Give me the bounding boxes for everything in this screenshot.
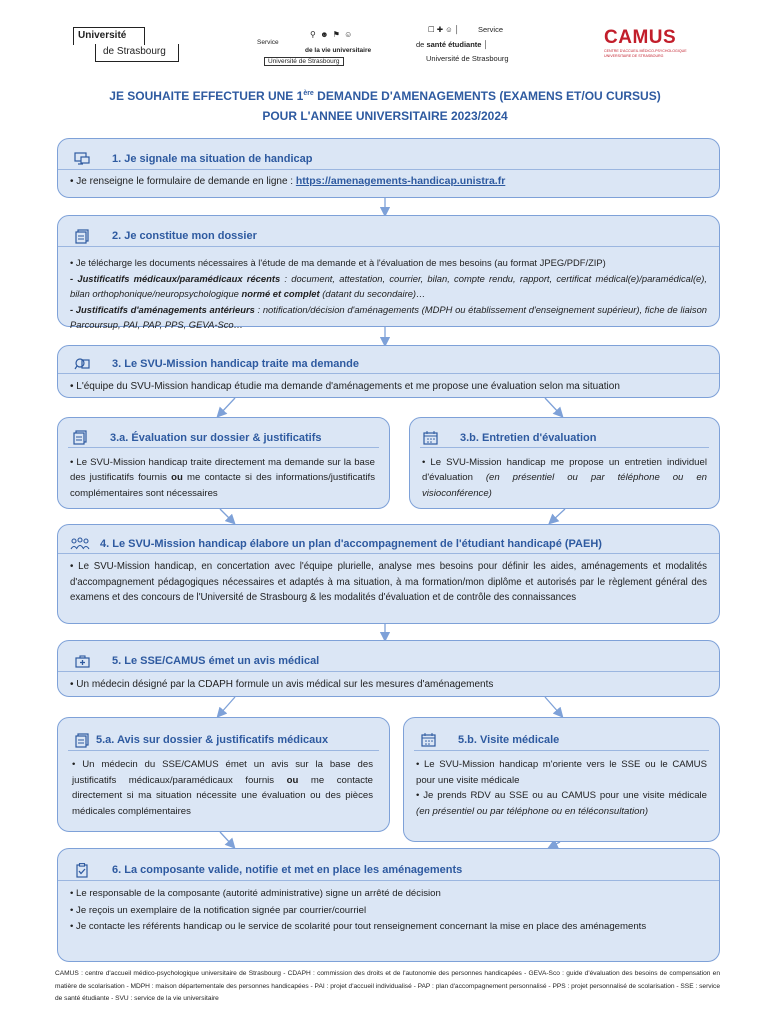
arrow-3a-4: [220, 509, 232, 521]
step-6-item: • Le responsable de la composante (autorité administrative) signe un arrêté de décision: [70, 888, 441, 899]
sse-logo-sante: de santé étudiante │: [416, 40, 489, 49]
arrow-3-3b: [545, 398, 560, 414]
svu-logo-service: Service: [257, 39, 279, 46]
step-2-body: [58, 247, 719, 333]
svu-logo-vie: de la vie universitaire: [305, 47, 372, 54]
step-6-item: • Je reçois un exemplaire de la notification signée par courrier/courriel: [70, 904, 367, 916]
sse-logo: [416, 23, 516, 63]
step-5b-card: [403, 717, 720, 842]
svu-logo-icons: ⚲ ☻ ⚑ ☺: [310, 30, 354, 39]
step-2-intro: • Je télécharge les documents nécessaires à l'étude de ma demande et à l'évaluation de mes besoins (au format JPEG/PDF/ZIP): [70, 257, 606, 268]
camus-logo-sub: CENTRE D'ACCUEIL MÉDICO-PSYCHOLOGIQUE UNIVERSITAIRE DE STRASBOURG: [604, 49, 687, 58]
step-5-header: [58, 641, 719, 671]
sse-logo-service: Service: [478, 25, 504, 34]
unistra-logo-line2: de Strasbourg: [95, 44, 179, 62]
step-3b-title: 3.b. Entretien d'évaluation: [460, 431, 597, 444]
request-form-link[interactable]: https://amenagements-handicap.unistra.fr: [295, 175, 506, 187]
step-5a-card: [57, 717, 390, 832]
calendar-icon: [420, 431, 440, 445]
step-1-header: [58, 139, 719, 169]
step-3b-card: [409, 417, 720, 509]
medical-kit-icon: [72, 655, 92, 668]
step-6-card: [57, 848, 720, 962]
step-4-header: [58, 525, 719, 553]
step-6-header: [58, 849, 719, 880]
step-5b-body: [404, 751, 719, 819]
step-1-body: • Je renseigne le formulaire de demande en ligne : https://amenagements-handicap.unistra.fr: [70, 175, 506, 187]
svu-logo-univ: Université de Strasbourg: [264, 57, 344, 66]
step-3b-header: [410, 418, 719, 447]
people-icon: [70, 537, 90, 551]
sse-logo-icons: ☐ ✚ ☺ │: [428, 25, 460, 34]
page-title-line2: POUR L'ANNEE UNIVERSITAIRE 2023/2024: [262, 109, 508, 123]
step-3a-header: [58, 418, 389, 447]
step-2-previous: - Justificatifs d'aménagements antérieurs : notification/décision d'aménagements (MDPH ou établissement d'enseignement supérieur), fiche de liaison Parcoursup, PAI, PAP, PPS, GEVA-Sco…: [70, 303, 707, 330]
arrow-5a-6: [220, 832, 232, 845]
step-3-card: [57, 345, 720, 398]
page-title: [0, 84, 770, 126]
step-5a-body: • Un médecin du SSE/CAMUS émet un avis sur la base des justificatifs médicaux/paramédicaux fournis ou me contacte directement si ma situation nécessite une évaluation ou des pièces médicales complémentaires: [72, 759, 373, 817]
step-5b-header: [404, 718, 719, 750]
step-6-body: [58, 881, 719, 936]
arrow-5-5b: [545, 697, 560, 714]
step-2-title: 2. Je constitue mon dossier: [112, 230, 257, 242]
page-title-line1: JE SOUHAITE EFFECTUER UNE 1ère DEMANDE D'AMENAGEMENTS (EXAMENS ET/OU CURSUS): [109, 89, 661, 103]
step-1-card: [57, 138, 720, 198]
calendar-icon: [418, 733, 438, 747]
abbreviations-footer: CAMUS : centre d'accueil médico-psychologique universitaire de Strasbourg - CDAPH : commission des droits et de l'autonomie des personnes handicapées - GEVA-Sco : guide d'évaluation des besoins de compensation en matière de scolarisation - MDPH : maison départementale des personnes handicapées - PAI : projet d'accueil individualisé - PAP : plan d'accompagnement personnalisé - PPS : projet personnalisé de scolarisation - SSE : service de santé étudiante - SVU : service de la vie universitaire: [55, 970, 720, 1002]
step-3-header: [58, 346, 719, 373]
step-6-item: • Je contacte les référents handicap ou le service de scolarité pour tout renseignement concernant la mise en place des aménagements: [70, 921, 647, 932]
step-5a-title: 5.a. Avis sur dossier & justificatifs médicaux: [96, 734, 329, 746]
documents-icon: [72, 229, 92, 244]
step-5a-header: [58, 718, 389, 750]
step-5-card: [57, 640, 720, 697]
documents-icon: [70, 430, 90, 445]
unistra-logo-line1: Université: [73, 27, 145, 45]
step-3-body: • L'équipe du SVU-Mission handicap étudie ma demande d'aménagements et me propose une évaluation selon ma situation: [70, 381, 620, 392]
arrow-5-5a: [220, 697, 235, 714]
step-2-header: [58, 216, 719, 246]
camus-logo-name: CAMUS: [604, 27, 677, 48]
step-3b-body: • Le SVU-Mission handicap me propose un entretien individuel d'évaluation (en présentiel ou par téléphone ou en visioconférence): [422, 457, 708, 499]
documents-icon: [72, 733, 92, 748]
step-2-card: [57, 215, 720, 330]
arrow-3-3a: [220, 398, 235, 414]
clipboard-check-icon: [72, 863, 92, 878]
step-3a-body: • Le SVU-Mission handicap traite directement ma demande sur la base des justificatifs fournis ou me contacte si des informations/justificatifs complémentaires sont nécessaires: [70, 457, 375, 499]
unistra-logo: [73, 27, 179, 63]
step-5b-title: 5.b. Visite médicale: [458, 734, 560, 746]
svu-logo: [254, 30, 372, 70]
step-5-body: • Un médecin désigné par la CDAPH formule un avis médical sur les mesures d'aménagements: [70, 679, 494, 690]
step-4-card: [57, 524, 720, 624]
arrow-5b-6: [552, 842, 560, 846]
camus-logo: [604, 28, 700, 62]
step-3a-title: 3.a. Évaluation sur dossier & justificatifs: [110, 431, 322, 444]
step-4-title: 4. Le SVU-Mission handicap élabore un plan d'accompagnement de l'étudiant handicapé (PAEH): [100, 537, 602, 550]
search-chat-icon: [72, 357, 92, 371]
arrow-3b-4: [552, 509, 565, 521]
step-5b-item-1: • Le SVU-Mission handicap m'oriente vers le SSE ou le CAMUS pour une visite médicale: [416, 759, 707, 786]
step-5-title: 5. Le SSE/CAMUS émet un avis médical: [112, 655, 320, 667]
step-4-body: • Le SVU-Mission handicap, en concertation avec l'équipe plurielle, analyse mes besoins pour définir les aides, aménagements et modalités d'accompagnement pédagogiques nécessaires et adaptés à ma situation, à ma formation/mon diplôme et autorisés par le règlement général des examens et des concours de l'Université de Strasbourg & les modalités d'évaluation et de contrôle des connaissances: [70, 561, 707, 604]
monitor-chat-icon: [72, 152, 92, 166]
step-3-title: 3. Le SVU-Mission handicap traite ma demande: [112, 357, 359, 370]
sse-logo-univ: Université de Strasbourg: [426, 54, 509, 63]
step-5b-item-2: • Je prends RDV au SSE ou au CAMUS pour une visite médicale (en présentiel ou par téléphone ou en téléconsultation): [416, 790, 707, 817]
step-1-title: 1. Je signale ma situation de handicap: [112, 153, 313, 165]
step-3a-card: [57, 417, 390, 509]
step-6-title: 6. La composante valide, notifie et met en place les aménagements: [112, 864, 463, 876]
step-2-medical: - Justificatifs médicaux/paramédicaux récents : document, attestation, courrier, bilan, compte rendu, rapport, certificat médical(e)/paramédical(e), bilan orthophonique/neuropsychologique normé et complet (datant du secondaire)…: [70, 272, 708, 299]
